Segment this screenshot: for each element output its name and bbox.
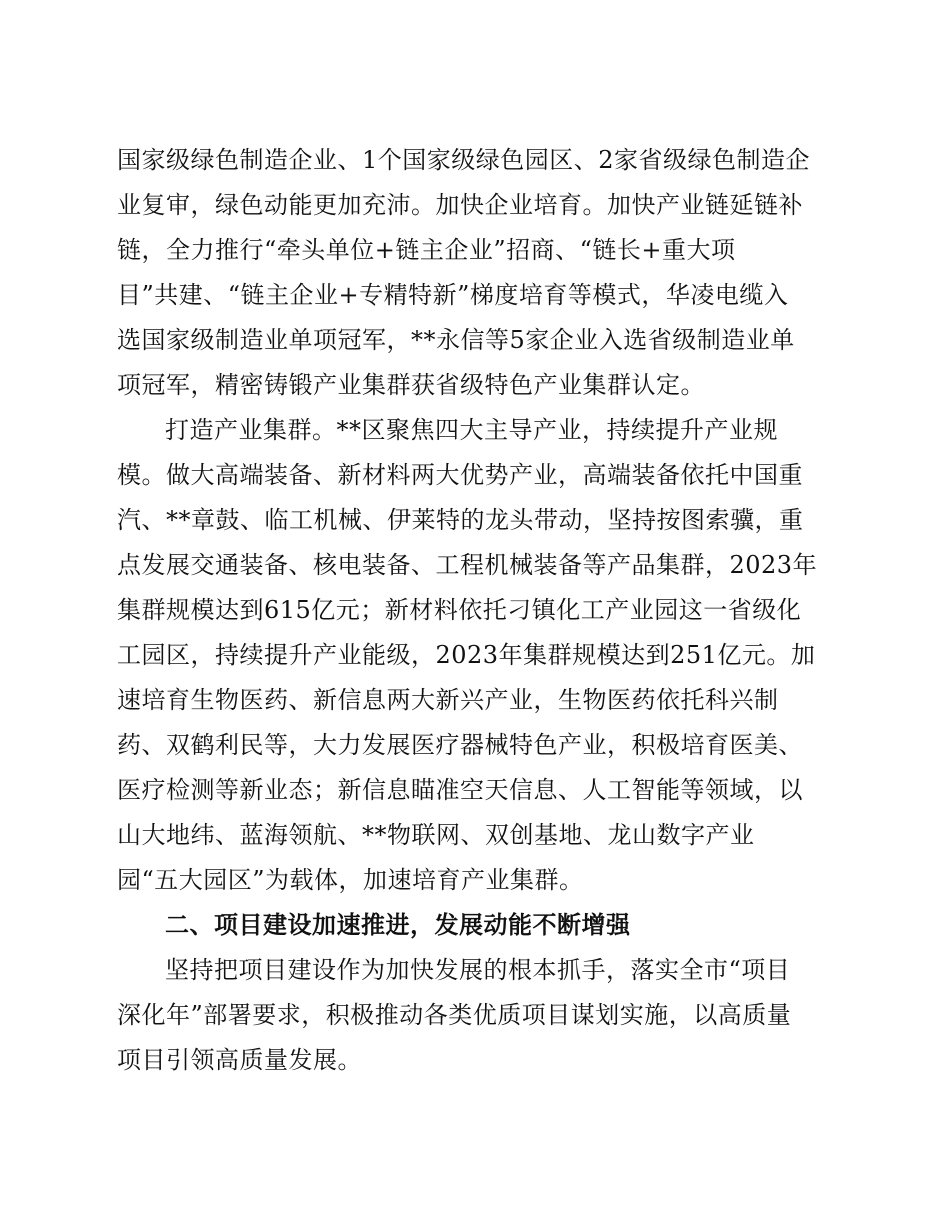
paragraph-line: 链，全力推行“牵头单位+链主企业”招商、“链长+重大项 — [117, 236, 736, 264]
paragraph-line: 模。做大高端装备、新材料两大优势产业，高端装备依托中国重 — [117, 461, 803, 489]
paragraph-line: 速培育生物医药、新信息两大新兴产业，生物医药依托科兴制 — [117, 686, 779, 714]
paragraph-first-line: 坚持把项目建设作为加快发展的根本抓手，落实全市“项目 — [165, 956, 791, 984]
paragraph-line: 点发展交通装备、核电装备、工程机械装备等产品集群，2023年 — [117, 551, 818, 579]
paragraph-line: 项目引领高质量发展。 — [117, 1046, 362, 1074]
paragraph-line: 园“五大园区”为载体，加速培育产业集群。 — [117, 866, 584, 894]
paragraph-line: 汽、**章鼓、临工机械、伊莱特的龙头带动，坚持按图索骥，重 — [117, 506, 804, 534]
paragraph-line: 国家级绿色制造企业、1个国家级绿色园区、2家省级绿色制造企 — [117, 146, 811, 174]
paragraph-line: 目”共建、“链主企业+专精特新”梯度培育等模式，华凌电缆入 — [117, 281, 789, 309]
section-heading: 二、项目建设加速推进，发展动能不断增强 — [165, 911, 631, 939]
paragraph-line: 山大地纬、蓝海领航、**物联网、双创基地、龙山数字产业 — [117, 821, 755, 849]
paragraph-line: 业复审，绿色动能更加充沛。加快企业培育。加快产业链延链补 — [117, 191, 803, 219]
paragraph-first-line: 打造产业集群。**区聚焦四大主导产业，持续提升产业规 — [165, 416, 778, 444]
paragraph-line: 医疗检测等新业态；新信息瞄准空天信息、人工智能等领域，以 — [117, 776, 803, 804]
paragraph-line: 工园区，持续提升产业能级，2023年集群规模达到251亿元。加 — [117, 641, 816, 669]
paragraph-line: 深化年”部署要求，积极推动各类优质项目谋划实施，以高质量 — [117, 1001, 792, 1029]
paragraph-line: 集群规模达到615亿元；新材料依托刁镇化工产业园这一省级化 — [117, 596, 802, 624]
paragraph-line: 药、双鹤利民等，大力发展医疗器械特色产业，积极培育医美、 — [117, 731, 803, 759]
paragraph-line: 选国家级制造业单项冠军，**永信等5家企业入选省级制造业单 — [117, 326, 795, 354]
paragraph-line: 项冠军，精密铸锻产业集群获省级特色产业集群认定。 — [117, 371, 705, 399]
